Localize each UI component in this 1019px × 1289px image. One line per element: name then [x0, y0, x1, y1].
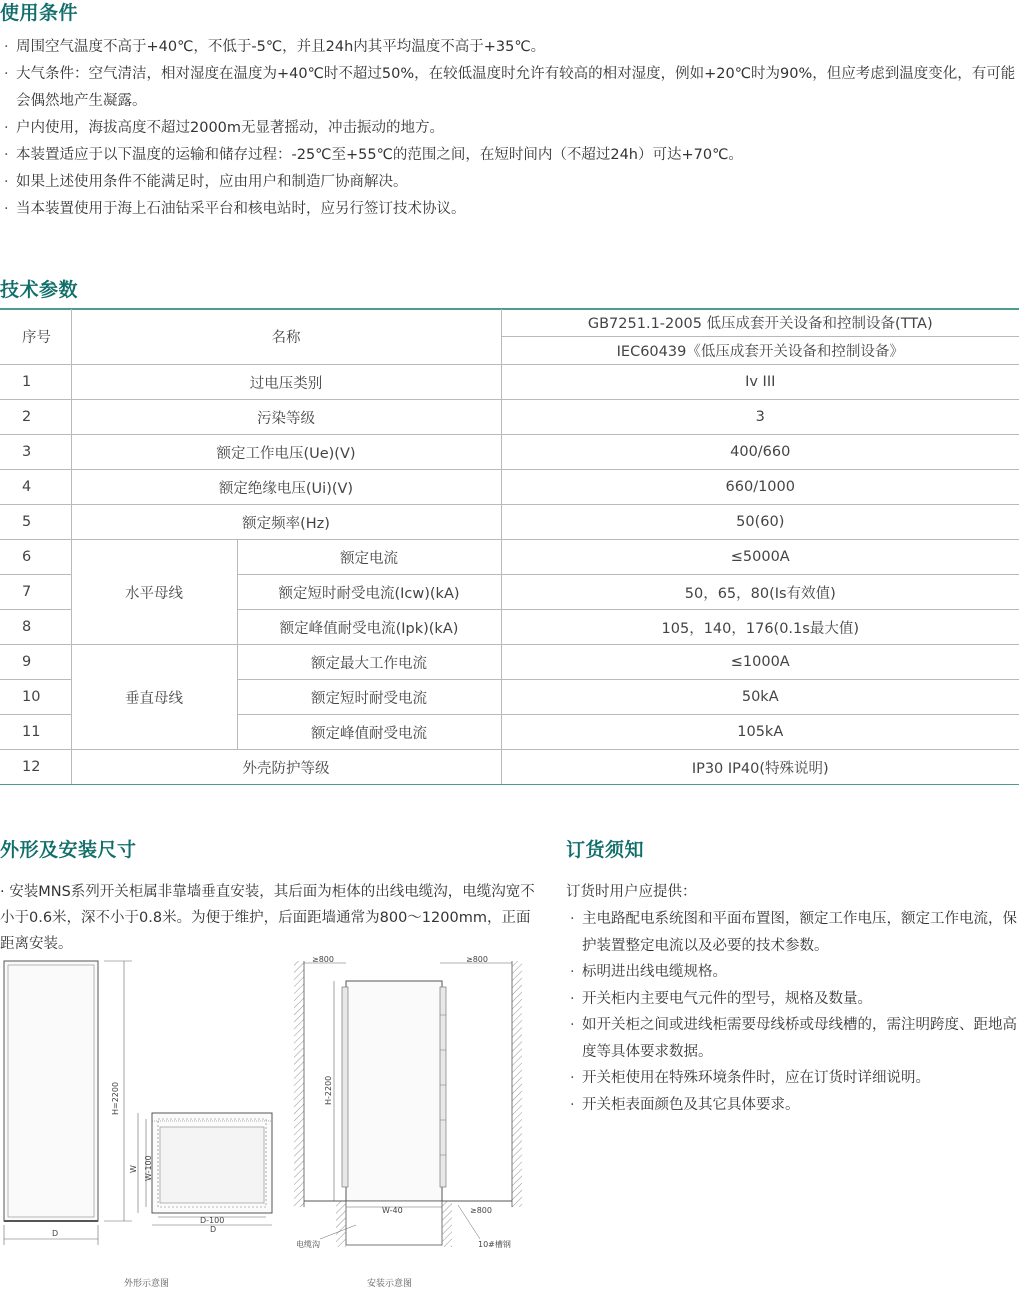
- row-no: 9: [0, 645, 71, 680]
- row-value: ≤1000A: [501, 645, 1019, 680]
- list-item: · 标明进出线电缆规格。: [566, 959, 1019, 986]
- row-name: 额定最大工作电流: [237, 645, 501, 680]
- header-standard-1: GB7251.1-2005 低压成套开关设备和控制设备(TTA): [501, 309, 1019, 337]
- row-no: 1: [0, 365, 71, 400]
- header-no: 序号: [0, 309, 71, 365]
- dim-ge800-right: ≥800: [466, 955, 488, 964]
- row-value: 3: [501, 400, 1019, 435]
- dim-d: D: [52, 1229, 59, 1238]
- group-vertical-busbar: 垂直母线: [71, 645, 237, 750]
- row-value: 400/660: [501, 435, 1019, 470]
- row-name: 额定电流: [237, 540, 501, 575]
- list-item: · 开关柜使用在特殊环境条件时，应在订货时详细说明。: [566, 1065, 1019, 1092]
- row-no: 7: [0, 575, 71, 610]
- install-text: · 安装MNS系列开关柜属非靠墙垂直安装，其后面为柜体的出线电缆沟，电缆沟宽不小于0.6米，深不小于0.8米。为便于维护，后面距墙通常为800～1200mm，正面距离安装。: [0, 884, 535, 952]
- tech-title: 技术参数: [0, 279, 79, 301]
- dim-d-plan: D: [210, 1225, 217, 1234]
- row-value: 50kA: [501, 680, 1019, 715]
- dim-d100: D-100: [200, 1216, 225, 1225]
- row-no: 12: [0, 750, 71, 785]
- table-row: [0, 470, 1019, 505]
- row-name: 额定频率(Hz): [71, 505, 501, 540]
- row-name: 额定短时耐受电流: [237, 680, 501, 715]
- table-row: [0, 750, 1019, 785]
- outline-diagram: [0, 955, 285, 1255]
- outline-caption: 外形示意图: [124, 1279, 170, 1289]
- row-name: 污染等级: [71, 400, 501, 435]
- row-value: Iv III: [501, 365, 1019, 400]
- list-item: · 如果上述使用条件不能满足时，应由用户和制造厂协商解决。: [0, 169, 1019, 196]
- order-list: [566, 906, 1019, 1118]
- header-standard-2: IEC60439《低压成套开关设备和控制设备》: [501, 337, 1019, 365]
- table-row: [0, 540, 1019, 575]
- row-no: 2: [0, 400, 71, 435]
- row-value: 50，65，80(Is有效值): [501, 575, 1019, 610]
- row-no: 3: [0, 435, 71, 470]
- list-item: · 大气条件：空气清洁，相对湿度在温度为+40℃时不超过50%，在较低温度时允许有较高的相对湿度，例如+20℃时为90%，但应考虑到温度变化，有可能会偶然地产生凝露。: [0, 61, 1019, 115]
- row-value: 105，140，176(0.1s最大值): [501, 610, 1019, 645]
- dim-h2200-install: H-2200: [324, 1075, 333, 1105]
- installation-diagram: [290, 955, 530, 1275]
- install-title: 外形及安装尺寸: [0, 839, 137, 861]
- row-name: 额定工作电压(Ue)(V): [71, 435, 501, 470]
- dim-ge800-left: ≥800: [312, 955, 334, 964]
- row-name: 额定峰值耐受电流: [237, 715, 501, 750]
- row-name: 额定绝缘电压(Ui)(V): [71, 470, 501, 505]
- usage-list: [0, 34, 1019, 223]
- label-channel-steel: 10#槽钢: [478, 1240, 511, 1249]
- dim-w40: W-40: [382, 1206, 403, 1215]
- table-row: [0, 505, 1019, 540]
- dim-ge800-bottom: ≥800: [470, 1206, 492, 1215]
- group-horizontal-busbar: 水平母线: [71, 540, 237, 645]
- row-value: 105kA: [501, 715, 1019, 750]
- label-cable-trench: 电缆沟: [296, 1240, 320, 1249]
- table-row: [0, 645, 1019, 680]
- list-item: · 本装置适应于以下温度的运输和储存过程：-25℃至+55℃的范围之间，在短时间内（不超过24h）可达+70℃。: [0, 142, 1019, 169]
- list-item: · 开关柜内主要电气元件的型号，规格及数量。: [566, 986, 1019, 1013]
- spec-table: [0, 309, 1019, 785]
- table-row: [0, 435, 1019, 470]
- table-row: [0, 365, 1019, 400]
- usage-title: 使用条件: [0, 2, 79, 24]
- row-value: 660/1000: [501, 470, 1019, 505]
- row-no: 8: [0, 610, 71, 645]
- row-value: 50(60): [501, 505, 1019, 540]
- list-item: · 主电路配电系统图和平面布置图，额定工作电压，额定工作电流，保护装置整定电流以及必要的技术参数。: [566, 906, 1019, 959]
- row-name: 过电压类别: [71, 365, 501, 400]
- list-item: · 开关柜表面颜色及其它具体要求。: [566, 1092, 1019, 1119]
- dim-h2200: H=2200: [111, 1081, 120, 1115]
- list-item: · 户内使用，海拔高度不超过2000m无显著摇动，冲击振动的地方。: [0, 115, 1019, 142]
- row-value: ≤5000A: [501, 540, 1019, 575]
- order-title: 订货须知: [566, 839, 645, 861]
- row-name: 额定短时耐受电流(Icw)(kA): [237, 575, 501, 610]
- row-no: 6: [0, 540, 71, 575]
- header-name: 名称: [71, 309, 501, 365]
- row-no: 11: [0, 715, 71, 750]
- row-no: 5: [0, 505, 71, 540]
- installation-caption: 安装示意图: [367, 1279, 413, 1289]
- row-name: 额定峰值耐受电流(Ipk)(kA): [237, 610, 501, 645]
- table-row: [0, 400, 1019, 435]
- dim-w: W: [129, 1165, 138, 1173]
- list-item: · 周围空气温度不高于+40℃，不低于-5℃，并且24h内其平均温度不高于+35℃。: [0, 34, 1019, 61]
- list-item: · 如开关柜之间或进线柜需要母线桥或母线槽的，需注明跨度、距地高度等具体要求数据。: [566, 1012, 1019, 1065]
- row-no: 10: [0, 680, 71, 715]
- table-header-row: [0, 309, 1019, 337]
- row-name: 外壳防护等级: [71, 750, 501, 785]
- row-no: 4: [0, 470, 71, 505]
- order-intro: 订货时用户应提供：: [566, 884, 697, 900]
- row-value: IP30 IP40(特殊说明): [501, 750, 1019, 785]
- list-item: · 当本装置使用于海上石油钻采平台和核电站时，应另行签订技术协议。: [0, 196, 1019, 223]
- dim-w100: W-100: [144, 1155, 153, 1181]
